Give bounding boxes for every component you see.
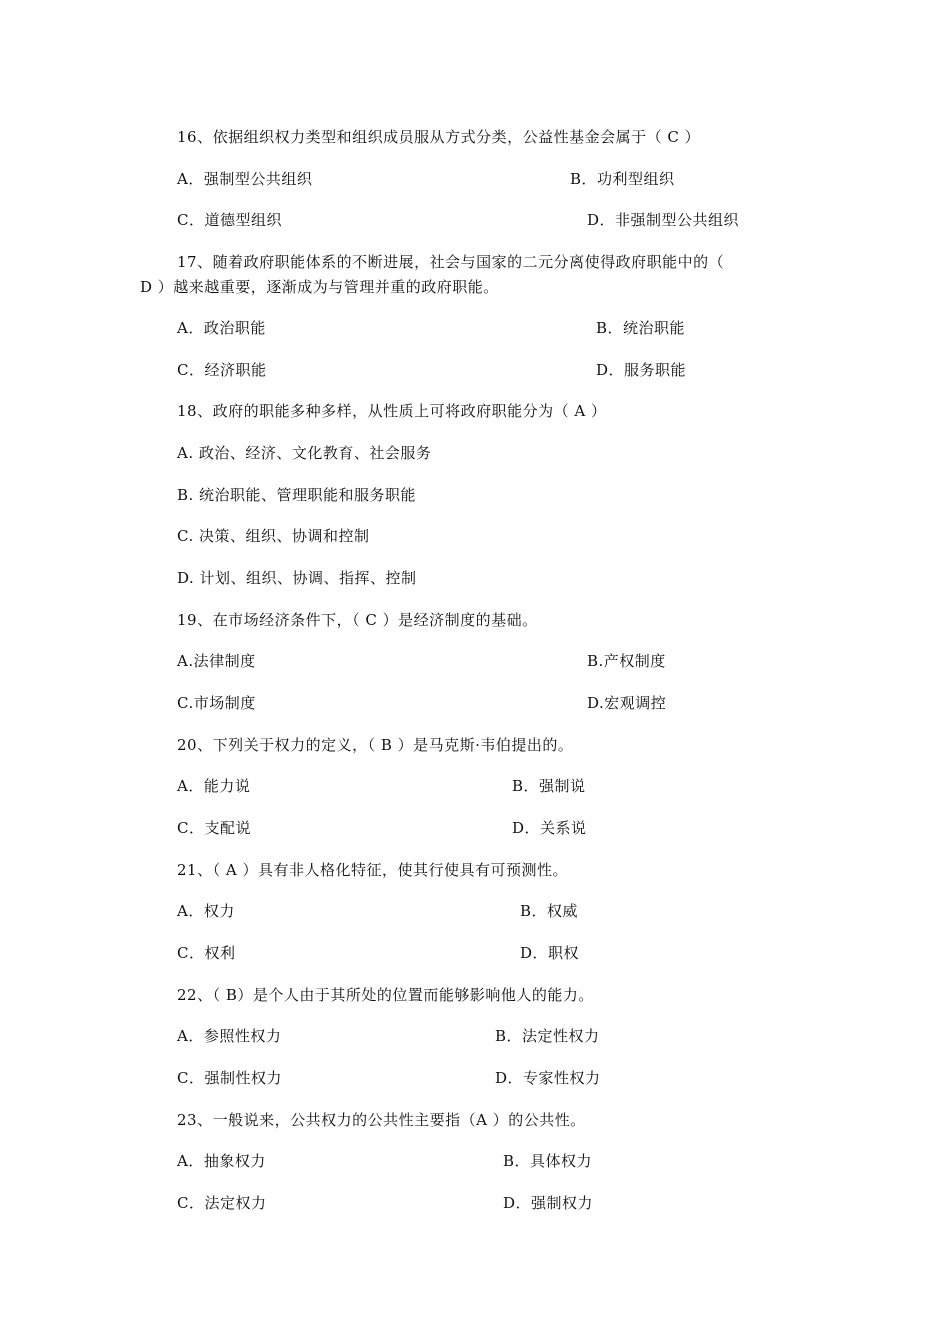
question-17-option-b: B．统治职能 — [596, 319, 686, 337]
question-19-stem: 19、在市场经济条件下，（ C ）是经济制度的基础。 — [177, 611, 538, 629]
question-19-option-d: D.宏观调控 — [587, 694, 667, 712]
question-21-option-c: C．权利 — [177, 944, 236, 962]
question-23-option-d: D．强制权力 — [503, 1194, 594, 1212]
question-21-stem: 21、（ A ）具有非人格化特征，使其行使具有可预测性。 — [177, 861, 568, 879]
question-20-option-d: D．关系说 — [512, 819, 587, 837]
question-18-stem: 18、政府的职能多种多样，从性质上可将政府职能分为（ A ） — [177, 402, 607, 420]
question-21-option-a: A．权力 — [177, 902, 235, 920]
question-20-option-c: C．支配说 — [177, 819, 251, 837]
question-17-stem-continued: D ）越来越重要，逐渐成为与管理并重的政府职能。 — [140, 278, 499, 296]
question-17-option-a: A．政治职能 — [177, 319, 266, 337]
question-22-option-a: A．参照性权力 — [177, 1027, 282, 1045]
question-22-option-d: D．专家性权力 — [495, 1069, 601, 1087]
question-23-option-c: C．法定权力 — [177, 1194, 267, 1212]
question-18-option-d: D. 计划、组织、协调、指挥、控制 — [177, 569, 417, 587]
question-23-option-a: A．抽象权力 — [177, 1152, 266, 1170]
question-20-stem: 20、下列关于权力的定义，（ B ）是马克斯·韦伯提出的。 — [177, 736, 574, 754]
question-19-option-c: C.市场制度 — [177, 694, 256, 712]
question-19-option-a: A.法律制度 — [177, 652, 256, 670]
question-21-option-d: D．职权 — [520, 944, 580, 962]
question-18-option-a: A. 政治、经济、文化教育、社会服务 — [177, 444, 432, 462]
question-16-stem: 16、依据组织权力类型和组织成员服从方式分类，公益性基金会属于（ C ） — [177, 128, 701, 146]
question-18-option-b: B. 统治职能、管理职能和服务职能 — [177, 486, 417, 504]
question-16-option-c: C．道德型组织 — [177, 211, 282, 229]
question-16-option-a: A．强制型公共组织 — [177, 170, 313, 188]
question-19-option-b: B.产权制度 — [587, 652, 666, 670]
question-20-option-a: A．能力说 — [177, 777, 251, 795]
question-17-option-d: D．服务职能 — [596, 361, 687, 379]
question-22-option-c: C．强制性权力 — [177, 1069, 282, 1087]
question-21-option-b: B．权威 — [520, 902, 579, 920]
question-23-stem: 23、一般说来，公共权力的公共性主要指（A ）的公共性。 — [177, 1111, 586, 1129]
question-16-option-b: B．功利型组织 — [570, 170, 675, 188]
question-20-option-b: B．强制说 — [512, 777, 586, 795]
question-23-option-b: B．具体权力 — [503, 1152, 593, 1170]
question-17-option-c: C．经济职能 — [177, 361, 267, 379]
question-18-option-c: C. 决策、组织、协调和控制 — [177, 527, 370, 545]
question-22-option-b: B．法定性权力 — [495, 1027, 600, 1045]
question-16-option-d: D．非强制型公共组织 — [587, 211, 740, 229]
question-17-stem: 17、随着政府职能体系的不断进展，社会与国家的二元分离使得政府职能中的（ — [177, 253, 725, 271]
question-22-stem: 22、（ B）是个人由于其所处的位置而能够影响他人的能力。 — [177, 986, 594, 1004]
